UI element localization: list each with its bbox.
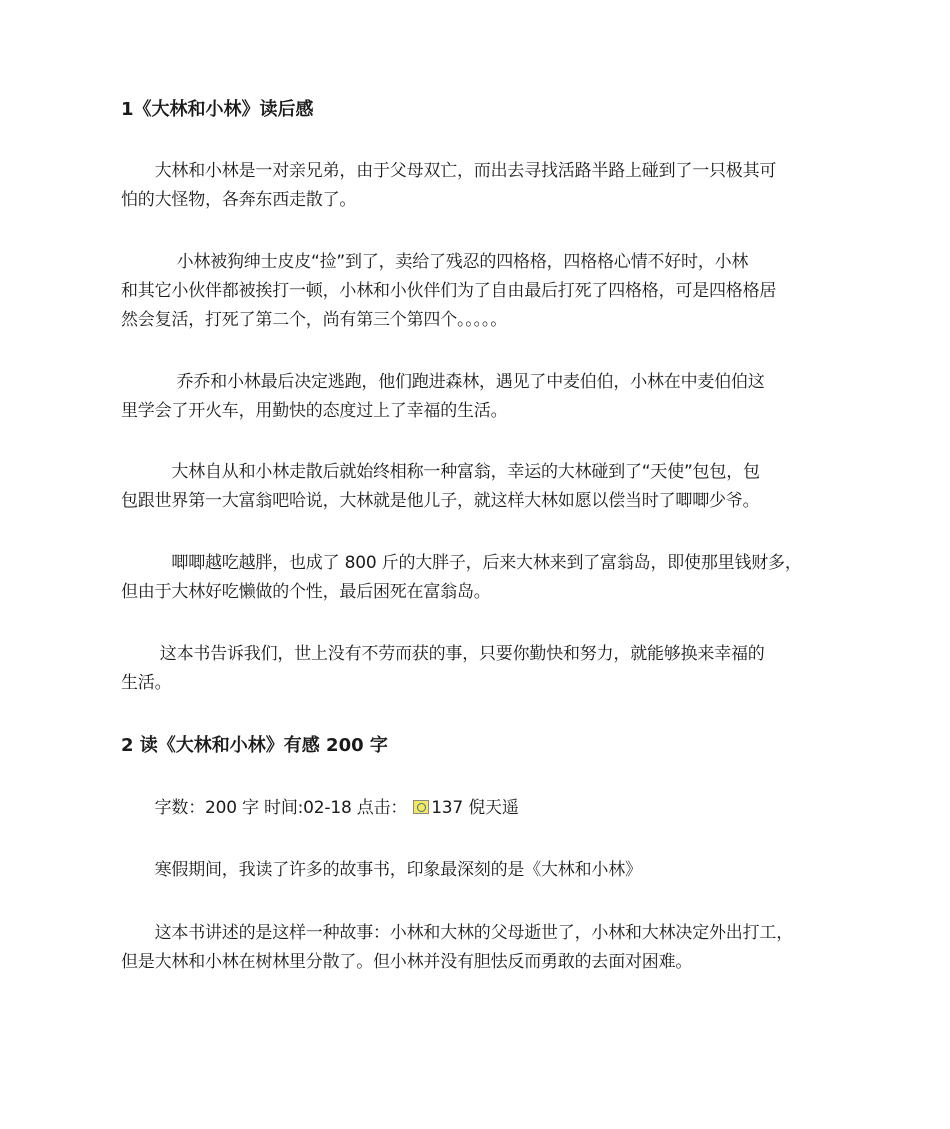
paragraph-line: 里学会了开火车，用勤快的态度过上了幸福的生活。	[121, 401, 508, 421]
section-1-paragraph-2	[121, 248, 837, 335]
article-meta-prefix: 字数：200 字 时间:02-18 点击：	[121, 798, 408, 818]
paragraph-line: 寒假期间，我读了许多的故事书，印象最深刻的是《大林和小林》	[121, 860, 642, 880]
paragraph-line: 大林和小林是一对亲兄弟，由于父母双亡，而出去寻找活路半路上碰到了一只极其可	[121, 161, 777, 181]
hit-counter-icon	[413, 800, 429, 814]
section-2-paragraph-1	[121, 856, 837, 885]
article-meta	[121, 794, 837, 823]
paragraph-line: 乔乔和小林最后决定逃跑，他们跑进森林，遇见了中麦伯伯，小林在中麦伯伯这	[121, 372, 765, 392]
section-1-paragraph-3	[121, 368, 837, 426]
paragraph-line: 但由于大林好吃懒做的个性，最后困死在富翁岛。	[121, 582, 491, 602]
paragraph-line: 这本书讲述的是这样一种故事：小林和大林的父母逝世了，小林和大林决定外出打工，	[121, 923, 793, 943]
section-1-title: 1《大林和小林》读后感	[121, 99, 314, 120]
paragraph-line: 小林被狗绅士皮皮“捡”到了，卖给了残忍的四格格，四格格心情不好时，小林	[121, 252, 749, 272]
paragraph-line: 大林自从和小林走散后就始终相称一种富翁，幸运的大林碰到了“天使”包包，包	[121, 462, 760, 482]
section-1-paragraph-4	[121, 458, 837, 516]
paragraph-line: 但是大林和小林在树林里分散了。但小林并没有胆怯反而勇敢的去面对困难。	[121, 952, 693, 972]
section-1-paragraph-1	[121, 157, 837, 215]
paragraph-line: 这本书告诉我们，世上没有不劳而获的事，只要你勤快和努力，就能够换来幸福的	[121, 644, 765, 664]
section-1-paragraph-5	[121, 549, 837, 607]
paragraph-line: 和其它小伙伴都被挨打一顿，小林和小伙伴们为了自由最后打死了四格格，可是四格格居	[121, 281, 777, 301]
section-2-paragraph-2	[121, 919, 837, 977]
section-2-title: 2 读《大林和小林》有感 200 字	[121, 735, 388, 756]
paragraph-line: 怕的大怪物，各奔东西走散了。	[121, 190, 357, 210]
paragraph-line: 包跟世界第一大富翁吧哈说，大林就是他儿子，就这样大林如愿以偿当时了唧唧少爷。	[121, 491, 760, 511]
paragraph-line: 生活。	[121, 673, 172, 693]
paragraph-line: 唧唧越吃越胖，也成了 800 斤的大胖子，后来大林来到了富翁岛，即使那里钱财多，	[121, 553, 802, 573]
paragraph-line: 然会复活，打死了第二个，尚有第三个第四个。。。。。	[121, 310, 507, 330]
section-1-paragraph-6	[121, 640, 837, 698]
article-meta-line	[121, 794, 837, 823]
article-meta-suffix: 137 倪天遥	[431, 798, 519, 818]
